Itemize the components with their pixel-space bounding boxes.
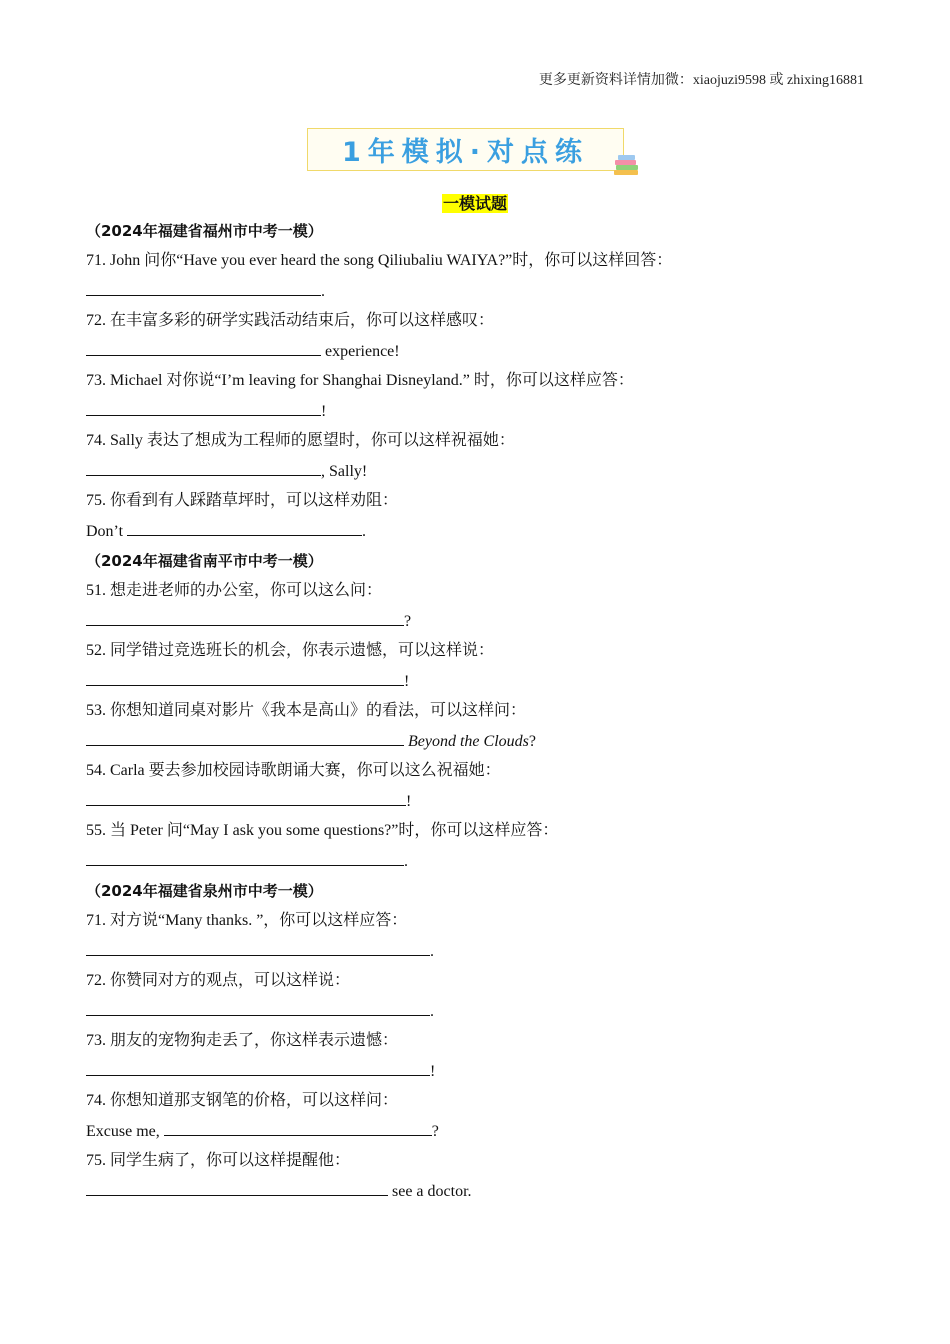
answer-line — [86, 1116, 886, 1146]
answer-blank[interactable] — [86, 276, 321, 296]
answer-line — [86, 606, 886, 636]
answer-line — [86, 516, 886, 546]
answer-blank[interactable] — [86, 396, 321, 416]
answer-suffix: ? — [431, 1123, 439, 1140]
answer-suffix: . — [362, 523, 367, 540]
question-prompt: 71. 对方说“Many thanks. ”，你可以这样应答： — [86, 912, 408, 929]
answer-line — [86, 996, 886, 1026]
answer-line — [86, 726, 886, 756]
answer-line — [86, 396, 886, 426]
question-prompt: 53. 你想知道同桌对影片《我本是高山》的看法，可以这样问： — [86, 702, 527, 719]
answer-blank[interactable] — [86, 1176, 388, 1196]
answer-blank[interactable] — [86, 456, 321, 476]
movie-title: Beyond the Clouds — [408, 733, 529, 750]
answer-prefix: Excuse me, — [86, 1123, 164, 1140]
banner-title: 1年模拟·对点练 — [341, 137, 590, 168]
section-heading: （2024年福建省福州市中考一模） — [86, 222, 323, 240]
question-prompt: 73. 朋友的宠物狗走丢了，你这样表示遗憾： — [86, 1032, 399, 1049]
answer-blank[interactable] — [164, 1116, 432, 1136]
question-prompt: 72. 你赞同对方的观点，可以这样说： — [86, 972, 351, 989]
answer-line — [86, 456, 886, 486]
answer-blank[interactable] — [86, 996, 430, 1016]
answer-line — [86, 786, 886, 816]
answer-suffix: . — [404, 853, 408, 870]
answer-blank[interactable] — [86, 846, 404, 866]
question-prompt: 71. John 问你“Have you ever heard the song Qiliubaliu WAIYA?”时，你可以这样回答： — [86, 252, 673, 269]
answer-blank[interactable] — [86, 786, 406, 806]
question-prompt: 72. 在丰富多彩的研学实践活动结束后，你可以这样感叹： — [86, 312, 495, 329]
section-heading: （2024年福建省泉州市中考一模） — [86, 882, 323, 900]
answer-suffix: . — [430, 1003, 434, 1020]
answer-suffix: experience! — [321, 343, 400, 360]
section-banner — [307, 128, 624, 171]
answer-line — [86, 1056, 886, 1086]
answer-suffix: . — [321, 283, 325, 300]
answer-suffix: , Sally! — [321, 463, 368, 480]
answer-line — [86, 1176, 886, 1206]
answer-suffix: ! — [321, 403, 327, 420]
answer-line — [86, 336, 886, 366]
answer-prefix: Don’t — [86, 523, 128, 540]
question-prompt: 54. Carla 要去参加校园诗歌朗诵大赛，你可以这么祝福她： — [86, 762, 501, 779]
question-prompt: 73. Michael 对你说“I’m leaving for Shanghai Disneyland.” 时，你可以这样应答： — [86, 372, 634, 389]
answer-line — [86, 936, 886, 966]
answer-blank[interactable] — [86, 336, 321, 356]
question-prompt: 74. Sally 表达了想成为工程师的愿望时，你可以这样祝福她： — [86, 432, 515, 449]
answer-suffix: ? — [404, 613, 412, 630]
answer-blank[interactable] — [86, 666, 404, 686]
answer-suffix: ! — [404, 673, 410, 690]
section-heading: （2024年福建省南平市中考一模） — [86, 552, 323, 570]
answer-blank[interactable] — [86, 936, 430, 956]
answer-suffix: ? — [528, 733, 536, 750]
answer-blank[interactable] — [86, 1056, 430, 1076]
answer-blank[interactable] — [86, 726, 404, 746]
question-prompt: 52. 同学错过竞选班长的机会，你表示遗憾，可以这样说： — [86, 642, 495, 659]
answer-suffix: see a doctor. — [388, 1183, 472, 1200]
question-list — [86, 216, 886, 1206]
subtitle-text: 一模试题 — [442, 194, 507, 213]
question-prompt: 75. 你看到有人踩踏草坪时，可以这样劝阻： — [86, 492, 399, 509]
answer-line — [86, 666, 886, 696]
answer-suffix: ! — [430, 1063, 436, 1080]
question-prompt: 51. 想走进老师的办公室，你可以这么问： — [86, 582, 383, 599]
answer-blank[interactable] — [86, 606, 404, 626]
answer-suffix: . — [430, 943, 434, 960]
header-contact-note: 更多更新资料详情加微：xiaojuzi9598 或 zhixing16881 — [538, 73, 864, 88]
answer-line — [86, 846, 886, 876]
question-prompt: 55. 当 Peter 问“May I ask you some questions?”时，你可以这样应答： — [86, 822, 559, 839]
answer-suffix: ! — [406, 793, 412, 810]
question-prompt: 75. 同学生病了，你可以这样提醒他： — [86, 1152, 351, 1169]
answer-line — [86, 276, 886, 306]
question-prompt: 74. 你想知道那支钢笔的价格，可以这样问： — [86, 1092, 399, 1109]
books-icon — [612, 154, 642, 180]
subtitle — [0, 191, 950, 214]
answer-blank[interactable] — [127, 516, 362, 536]
